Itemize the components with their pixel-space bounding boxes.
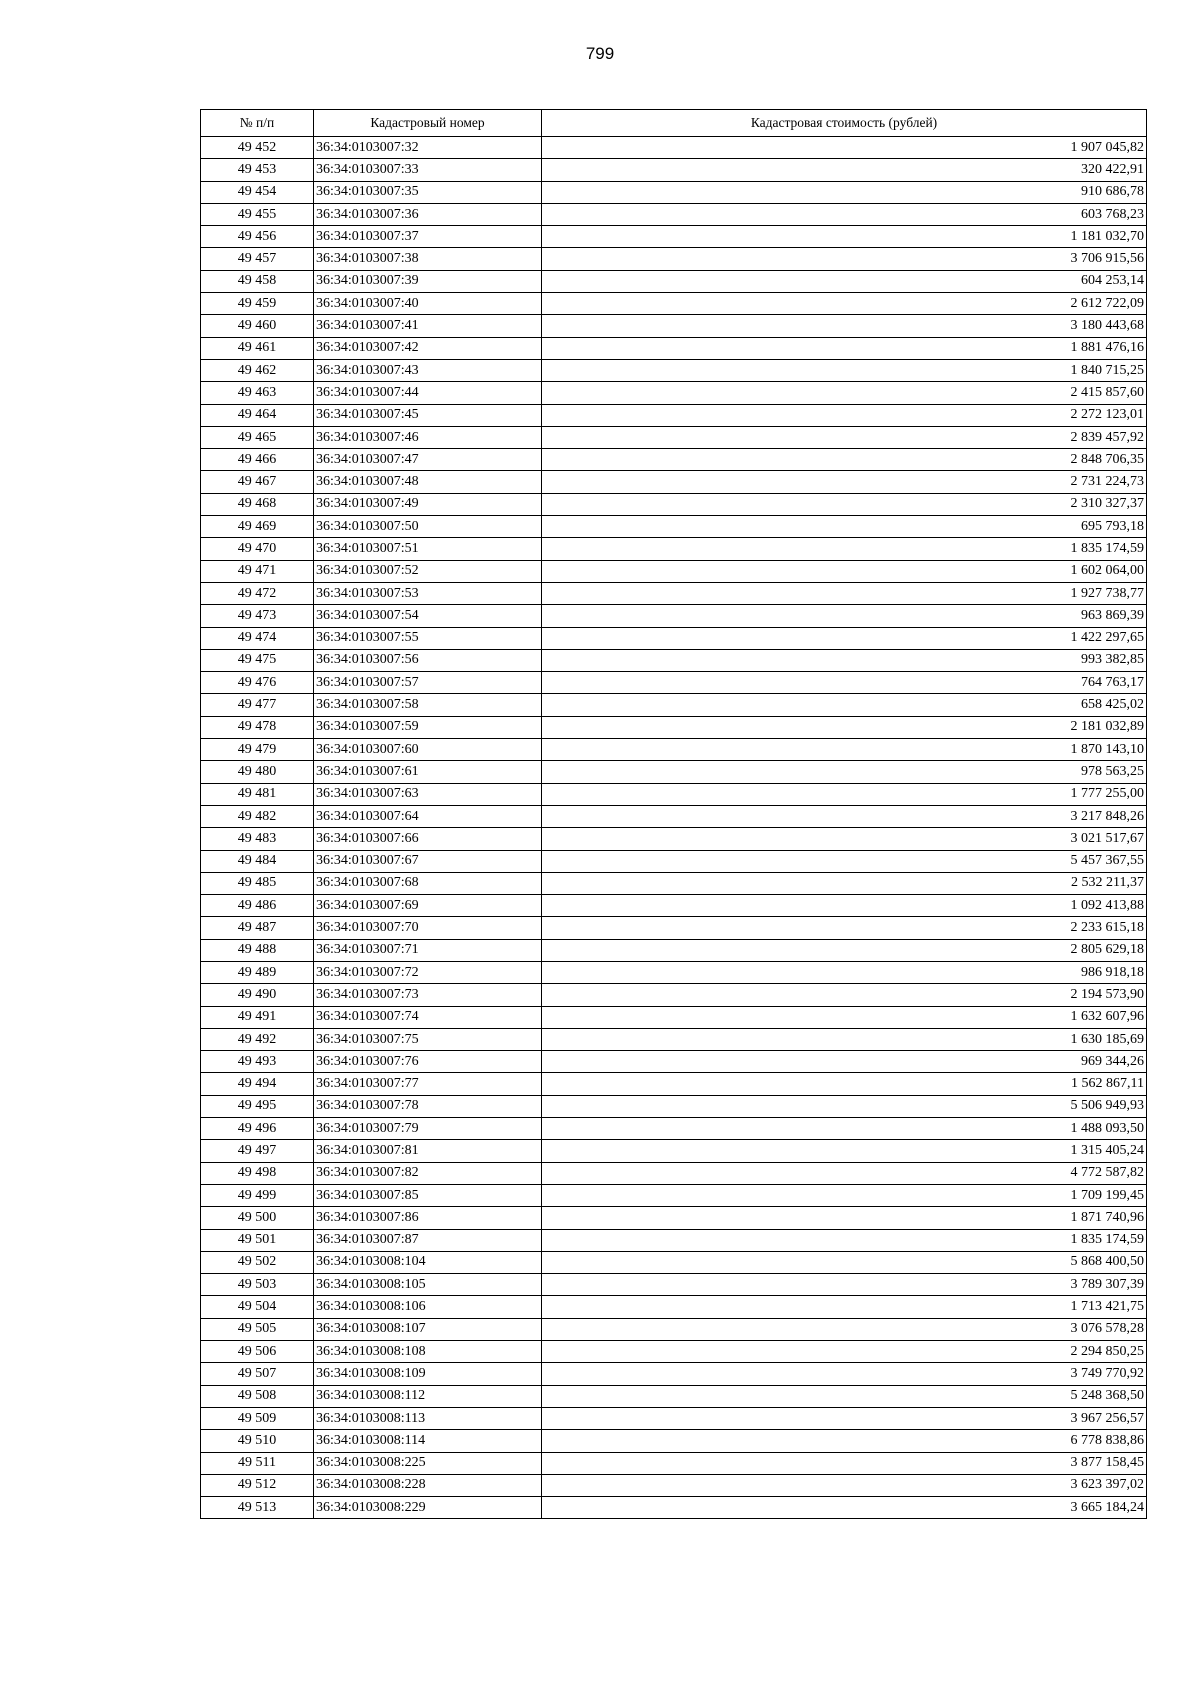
row-number-cell: 49 484 [201,850,314,872]
cadastral-number-cell: 36:34:0103007:45 [314,404,542,426]
cadastral-value-cell: 2 294 850,25 [542,1341,1147,1363]
cadastral-number-cell: 36:34:0103007:60 [314,739,542,761]
cadastral-value-cell: 764 763,17 [542,672,1147,694]
table-row [201,404,1147,426]
cadastral-number-cell: 36:34:0103007:68 [314,872,542,894]
row-number-cell: 49 453 [201,159,314,181]
cadastral-number-cell: 36:34:0103007:53 [314,582,542,604]
cadastral-value-cell: 1 181 032,70 [542,226,1147,248]
cadastral-value-cell: 2 194 573,90 [542,984,1147,1006]
header-row [201,110,1147,137]
row-number-cell: 49 505 [201,1318,314,1340]
cadastral-number-cell: 36:34:0103007:33 [314,159,542,181]
cadastral-value-cell: 1 835 174,59 [542,538,1147,560]
row-number-cell: 49 482 [201,805,314,827]
table-row [201,1363,1147,1385]
cadastral-number-cell: 36:34:0103008:229 [314,1497,542,1519]
row-number-cell: 49 496 [201,1118,314,1140]
table-row [201,1095,1147,1117]
row-number-cell: 49 498 [201,1162,314,1184]
cadastral-value-cell: 986 918,18 [542,961,1147,983]
cadastral-value-cell: 3 749 770,92 [542,1363,1147,1385]
row-number-cell: 49 511 [201,1452,314,1474]
cadastral-number-cell: 36:34:0103007:67 [314,850,542,872]
cadastral-value-cell: 3 706 915,56 [542,248,1147,270]
cadastral-number-cell: 36:34:0103007:69 [314,895,542,917]
cadastral-value-cell: 5 457 367,55 [542,850,1147,872]
row-number-cell: 49 506 [201,1341,314,1363]
table-body [201,137,1147,1519]
table-row [201,828,1147,850]
table-row [201,1385,1147,1407]
row-number-cell: 49 487 [201,917,314,939]
cadastral-value-cell: 6 778 838,86 [542,1430,1147,1452]
cadastral-number-cell: 36:34:0103007:44 [314,382,542,404]
cadastral-value-cell: 4 772 587,82 [542,1162,1147,1184]
cadastral-value-cell: 3 665 184,24 [542,1497,1147,1519]
row-number-cell: 49 472 [201,582,314,604]
cadastral-value-cell: 658 425,02 [542,694,1147,716]
cadastral-number-cell: 36:34:0103008:109 [314,1363,542,1385]
row-number-cell: 49 460 [201,315,314,337]
table-row [201,1251,1147,1273]
table-row [201,1229,1147,1251]
cadastral-value-cell: 695 793,18 [542,516,1147,538]
row-number-cell: 49 454 [201,181,314,203]
cadastral-number-cell: 36:34:0103007:58 [314,694,542,716]
table-row [201,1207,1147,1229]
cadastral-value-cell: 1 871 740,96 [542,1207,1147,1229]
cadastral-number-cell: 36:34:0103007:61 [314,761,542,783]
row-number-cell: 49 466 [201,449,314,471]
cadastral-number-cell: 36:34:0103007:52 [314,560,542,582]
cadastral-number-cell: 36:34:0103007:37 [314,226,542,248]
cadastral-number-cell: 36:34:0103007:78 [314,1095,542,1117]
cadastral-value-cell: 1 422 297,65 [542,627,1147,649]
row-number-cell: 49 503 [201,1274,314,1296]
table-row [201,1140,1147,1162]
row-number-cell: 49 490 [201,984,314,1006]
row-number-cell: 49 459 [201,293,314,315]
table-row [201,672,1147,694]
table-row [201,1341,1147,1363]
row-number-cell: 49 513 [201,1497,314,1519]
cadastral-number-cell: 36:34:0103007:82 [314,1162,542,1184]
table-header [201,110,1147,137]
cadastral-value-cell: 320 422,91 [542,159,1147,181]
cadastral-number-cell: 36:34:0103008:105 [314,1274,542,1296]
cadastral-number-cell: 36:34:0103007:49 [314,493,542,515]
table-row [201,649,1147,671]
table-row [201,761,1147,783]
cadastral-value-cell: 603 768,23 [542,203,1147,225]
table-row [201,1118,1147,1140]
row-number-cell: 49 468 [201,493,314,515]
cadastral-value-cell: 3 076 578,28 [542,1318,1147,1340]
cadastral-number-cell: 36:34:0103008:108 [314,1341,542,1363]
cadastral-number-cell: 36:34:0103007:87 [314,1229,542,1251]
cadastral-value-cell: 3 623 397,02 [542,1474,1147,1496]
cadastral-value-cell: 1 488 093,50 [542,1118,1147,1140]
table-row [201,226,1147,248]
row-number-cell: 49 476 [201,672,314,694]
cadastral-number-cell: 36:34:0103007:42 [314,337,542,359]
row-number-cell: 49 475 [201,649,314,671]
table-row [201,293,1147,315]
cadastral-number-cell: 36:34:0103007:75 [314,1028,542,1050]
table-row [201,1407,1147,1429]
table-row [201,560,1147,582]
table-row [201,516,1147,538]
cadastral-number-cell: 36:34:0103008:106 [314,1296,542,1318]
cadastral-value-cell: 2 415 857,60 [542,382,1147,404]
row-number-cell: 49 512 [201,1474,314,1496]
cadastral-value-cell: 3 877 158,45 [542,1452,1147,1474]
cadastral-value-cell: 3 217 848,26 [542,805,1147,827]
table-row [201,248,1147,270]
table-row [201,315,1147,337]
row-number-cell: 49 495 [201,1095,314,1117]
cadastral-value-cell: 978 563,25 [542,761,1147,783]
cadastral-number-cell: 36:34:0103008:228 [314,1474,542,1496]
table-row [201,493,1147,515]
table-row [201,382,1147,404]
table-row [201,1184,1147,1206]
cadastral-value-cell: 1 562 867,11 [542,1073,1147,1095]
table-row [201,984,1147,1006]
table-row [201,739,1147,761]
cadastral-number-cell: 36:34:0103007:59 [314,716,542,738]
cadastral-value-cell: 5 248 368,50 [542,1385,1147,1407]
cadastral-number-cell: 36:34:0103007:77 [314,1073,542,1095]
cadastral-number-cell: 36:34:0103007:36 [314,203,542,225]
row-number-cell: 49 478 [201,716,314,738]
table-row [201,805,1147,827]
cadastral-number-cell: 36:34:0103007:51 [314,538,542,560]
cadastral-value-cell: 604 253,14 [542,270,1147,292]
cadastral-value-cell: 2 233 615,18 [542,917,1147,939]
row-number-cell: 49 492 [201,1028,314,1050]
cadastral-value-cell: 3 789 307,39 [542,1274,1147,1296]
row-number-cell: 49 508 [201,1385,314,1407]
cadastral-value-cell: 1 835 174,59 [542,1229,1147,1251]
row-number-cell: 49 489 [201,961,314,983]
row-number-cell: 49 477 [201,694,314,716]
cadastral-value-cell: 5 868 400,50 [542,1251,1147,1273]
cadastral-value-cell: 2 731 224,73 [542,471,1147,493]
cadastral-value-cell: 2 805 629,18 [542,939,1147,961]
row-number-cell: 49 499 [201,1184,314,1206]
cadastral-value-cell: 3 180 443,68 [542,315,1147,337]
row-number-cell: 49 481 [201,783,314,805]
table-row [201,939,1147,961]
row-number-cell: 49 462 [201,359,314,381]
row-number-cell: 49 493 [201,1051,314,1073]
row-number-cell: 49 500 [201,1207,314,1229]
row-number-cell: 49 507 [201,1363,314,1385]
row-number-cell: 49 483 [201,828,314,850]
cadastral-number-cell: 36:34:0103007:35 [314,181,542,203]
table-row [201,359,1147,381]
cadastral-number-cell: 36:34:0103007:47 [314,449,542,471]
cadastral-value-cell: 5 506 949,93 [542,1095,1147,1117]
cadastral-value-cell: 963 869,39 [542,605,1147,627]
page-number: 799 [585,44,615,63]
cadastral-number-cell: 36:34:0103007:64 [314,805,542,827]
cadastral-number-cell: 36:34:0103007:85 [314,1184,542,1206]
table-row [201,137,1147,159]
table-row [201,872,1147,894]
cadastral-value-cell: 3 021 517,67 [542,828,1147,850]
cadastral-number-cell: 36:34:0103007:81 [314,1140,542,1162]
cadastral-number-cell: 36:34:0103007:63 [314,783,542,805]
cadastral-value-cell: 1 630 185,69 [542,1028,1147,1050]
table-row [201,471,1147,493]
cadastral-value-cell: 1 713 421,75 [542,1296,1147,1318]
row-number-cell: 49 501 [201,1229,314,1251]
table-row [201,1274,1147,1296]
table-row [201,961,1147,983]
cadastral-number-cell: 36:34:0103007:73 [314,984,542,1006]
cadastral-value-cell: 2 181 032,89 [542,716,1147,738]
cadastral-number-cell: 36:34:0103008:114 [314,1430,542,1452]
cadastral-number-cell: 36:34:0103007:57 [314,672,542,694]
table-row [201,917,1147,939]
table-row [201,716,1147,738]
table-row [201,1296,1147,1318]
row-number-cell: 49 509 [201,1407,314,1429]
cadastral-value-cell: 2 532 211,37 [542,872,1147,894]
row-number-cell: 49 464 [201,404,314,426]
row-number-cell: 49 486 [201,895,314,917]
cadastral-value-cell: 1 881 476,16 [542,337,1147,359]
row-number-cell: 49 471 [201,560,314,582]
table-row [201,270,1147,292]
header-cadastral-value: Кадастровая стоимость (рублей) [542,110,1147,137]
row-number-cell: 49 497 [201,1140,314,1162]
cadastral-value-cell: 1 315 405,24 [542,1140,1147,1162]
row-number-cell: 49 455 [201,203,314,225]
table-row [201,582,1147,604]
table-row [201,337,1147,359]
cadastral-number-cell: 36:34:0103007:79 [314,1118,542,1140]
cadastral-number-cell: 36:34:0103007:32 [314,137,542,159]
cadastral-number-cell: 36:34:0103007:56 [314,649,542,671]
table-row [201,627,1147,649]
table-row [201,181,1147,203]
row-number-cell: 49 479 [201,739,314,761]
table-row [201,449,1147,471]
row-number-cell: 49 469 [201,516,314,538]
table-row [201,783,1147,805]
cadastral-value-cell: 2 848 706,35 [542,449,1147,471]
row-number-cell: 49 465 [201,426,314,448]
row-number-cell: 49 456 [201,226,314,248]
row-number-cell: 49 485 [201,872,314,894]
cadastral-value-cell: 1 602 064,00 [542,560,1147,582]
cadastral-number-cell: 36:34:0103007:86 [314,1207,542,1229]
cadastral-value-cell: 1 907 045,82 [542,137,1147,159]
row-number-cell: 49 463 [201,382,314,404]
table-row [201,1028,1147,1050]
table-row [201,426,1147,448]
cadastral-value-table [200,109,1147,1519]
row-number-cell: 49 510 [201,1430,314,1452]
row-number-cell: 49 502 [201,1251,314,1273]
row-number-cell: 49 474 [201,627,314,649]
cadastral-number-cell: 36:34:0103007:70 [314,917,542,939]
row-number-cell: 49 461 [201,337,314,359]
cadastral-value-cell: 993 382,85 [542,649,1147,671]
table-row [201,694,1147,716]
row-number-cell: 49 491 [201,1006,314,1028]
cadastral-value-cell: 2 272 123,01 [542,404,1147,426]
cadastral-number-cell: 36:34:0103007:72 [314,961,542,983]
row-number-cell: 49 480 [201,761,314,783]
cadastral-value-cell: 1 632 607,96 [542,1006,1147,1028]
cadastral-number-cell: 36:34:0103007:50 [314,516,542,538]
row-number-cell: 49 488 [201,939,314,961]
cadastral-value-cell: 2 612 722,09 [542,293,1147,315]
cadastral-value-cell: 2 310 327,37 [542,493,1147,515]
cadastral-number-cell: 36:34:0103007:66 [314,828,542,850]
table-row [201,850,1147,872]
row-number-cell: 49 457 [201,248,314,270]
header-row-number: № п/п [201,110,314,137]
cadastral-number-cell: 36:34:0103007:71 [314,939,542,961]
row-number-cell: 49 504 [201,1296,314,1318]
cadastral-value-cell: 2 839 457,92 [542,426,1147,448]
cadastral-number-cell: 36:34:0103007:40 [314,293,542,315]
cadastral-number-cell: 36:34:0103008:104 [314,1251,542,1273]
table-row [201,1162,1147,1184]
cadastral-number-cell: 36:34:0103008:107 [314,1318,542,1340]
cadastral-number-cell: 36:34:0103007:48 [314,471,542,493]
table-row [201,1430,1147,1452]
cadastral-number-cell: 36:34:0103007:41 [314,315,542,337]
cadastral-number-cell: 36:34:0103007:46 [314,426,542,448]
cadastral-number-cell: 36:34:0103007:54 [314,605,542,627]
table-row [201,1452,1147,1474]
table-row [201,1474,1147,1496]
cadastral-number-cell: 36:34:0103007:76 [314,1051,542,1073]
row-number-cell: 49 494 [201,1073,314,1095]
cadastral-value-cell: 910 686,78 [542,181,1147,203]
table-row [201,159,1147,181]
row-number-cell: 49 470 [201,538,314,560]
header-cadastral-number: Кадастровый номер [314,110,542,137]
row-number-cell: 49 473 [201,605,314,627]
table-row [201,605,1147,627]
cadastral-number-cell: 36:34:0103007:38 [314,248,542,270]
cadastral-number-cell: 36:34:0103007:74 [314,1006,542,1028]
table-row [201,203,1147,225]
cadastral-value-cell: 1 870 143,10 [542,739,1147,761]
row-number-cell: 49 467 [201,471,314,493]
row-number-cell: 49 458 [201,270,314,292]
cadastral-value-cell: 1 840 715,25 [542,359,1147,381]
table-row [201,1497,1147,1519]
cadastral-number-cell: 36:34:0103008:225 [314,1452,542,1474]
row-number-cell: 49 452 [201,137,314,159]
table-row [201,1006,1147,1028]
table-row [201,895,1147,917]
cadastral-number-cell: 36:34:0103008:112 [314,1385,542,1407]
cadastral-value-cell: 1 709 199,45 [542,1184,1147,1206]
table-row [201,1318,1147,1340]
cadastral-value-cell: 1 927 738,77 [542,582,1147,604]
cadastral-value-cell: 1 092 413,88 [542,895,1147,917]
cadastral-number-cell: 36:34:0103008:113 [314,1407,542,1429]
cadastral-number-cell: 36:34:0103007:55 [314,627,542,649]
cadastral-value-cell: 3 967 256,57 [542,1407,1147,1429]
cadastral-number-cell: 36:34:0103007:39 [314,270,542,292]
table-row [201,1051,1147,1073]
cadastral-number-cell: 36:34:0103007:43 [314,359,542,381]
table-row [201,1073,1147,1095]
cadastral-value-cell: 969 344,26 [542,1051,1147,1073]
cadastral-value-cell: 1 777 255,00 [542,783,1147,805]
table-row [201,538,1147,560]
